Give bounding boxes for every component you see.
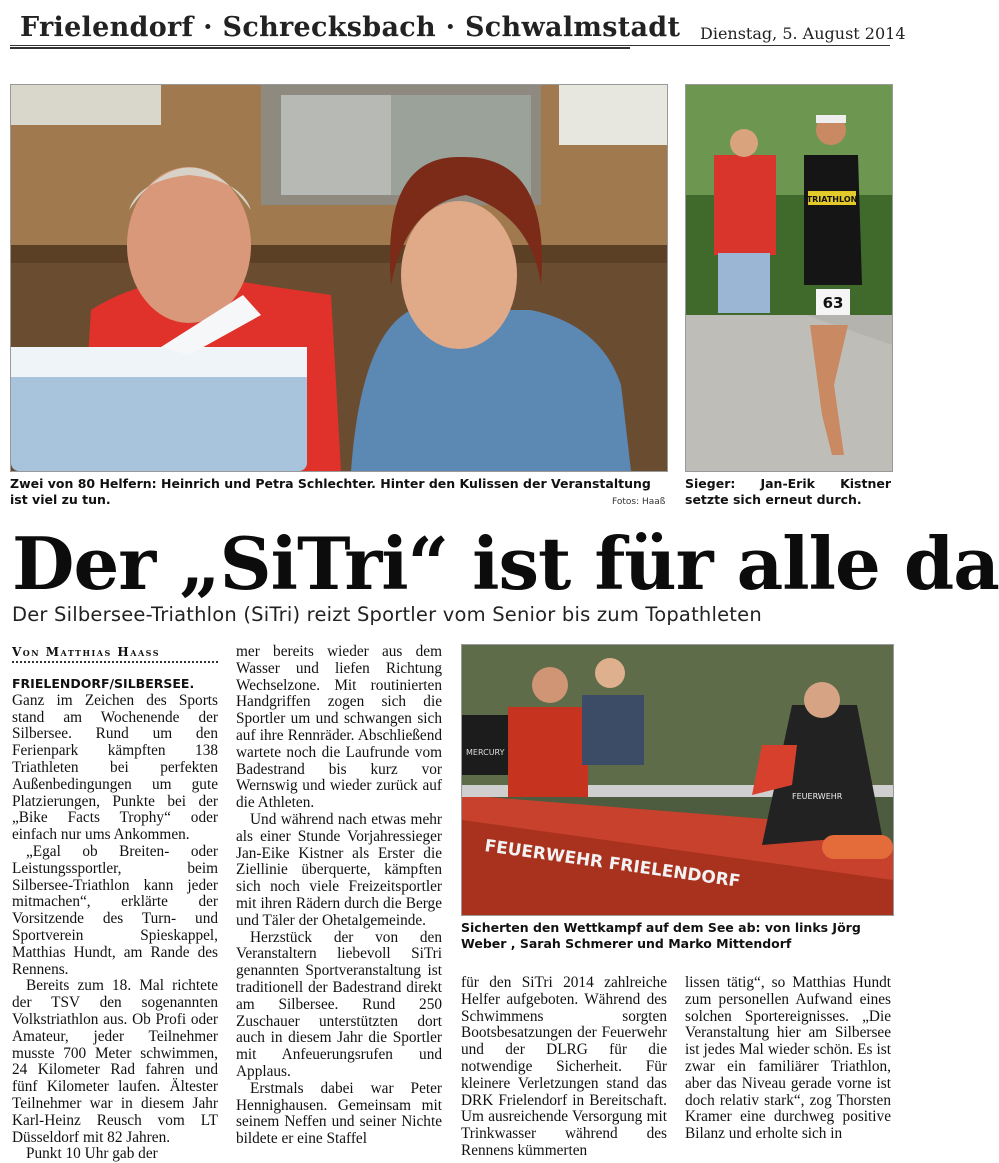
photo-helpers <box>10 84 668 472</box>
article-paragraph: für den SiTri 2014 zahlreiche Helfer aufgeboten. Während des Schwimmens sorgten Bootsbesatzungen der Feuerwehr und der DLRG für die notwendige Sicherheit. Für kleinere Verletzungen stand das DRK Frielendorf in Bereitschaft. Um ausreichende Versorgung mit Trinkwasser während des Rennens kümmerten <box>461 974 667 1159</box>
article-paragraph: Bereits zum 18. Mal richtete der TSV den sogenannten Volkstriathlon aus. Ob Profi oder Amateur, jeder Teilnehmer musste 700 Meter schwimmen, 24 Kilometer Rad fahren und fünf Kilometer laufen. Ältester Teilnehmer war in diesem Jahr Karl-Heinz Reusch vom LT Düsseldorf mit 82 Jahren. <box>12 977 218 1146</box>
engine-lettering: MERCURY <box>466 748 505 757</box>
article-column-1 <box>12 676 218 1163</box>
issue-date: Dienstag, 5. August 2014 <box>700 24 906 43</box>
article-paragraph: Punkt 10 Uhr gab der <box>26 1145 158 1163</box>
photo-helpers-image <box>11 85 667 471</box>
article-column-3 <box>461 974 667 1159</box>
article-headline: Der „SiTri“ ist für alle da <box>12 521 999 606</box>
photo-boat-image <box>462 645 893 915</box>
runner-jersey-text: TRIATHLON <box>806 195 858 204</box>
photo-helpers-caption: Zwei von 80 Helfern: Heinrich und Petra Schlechter. Hinter den Kulissen der Veranstaltung ist viel zu tun. <box>10 476 651 507</box>
article-paragraph <box>12 676 218 844</box>
photo-boat <box>461 644 894 916</box>
header-underline <box>10 47 630 49</box>
photo-runner-caption: Sieger: Jan-Erik Kistner setzte sich erneut durch. <box>685 476 891 507</box>
article-paragraph: Und während nach etwas mehr als einer Stunde Vorjahressieger Jan-Eike Kistner als Erster die Ziellinie überquerte, kämpften sich noch viele Freizeitsportler mit ihren Rädern durch die Berge und Täler der Ohetalgemeinde. <box>236 810 442 929</box>
header-rule <box>10 45 890 46</box>
photo-boat-caption: Sicherten den Wettkampf auf dem See ab: von links Jörg Weber , Sarah Schmerer und Marko Mittendorf <box>461 920 861 951</box>
suit-lettering: FEUERWEHR <box>792 792 843 801</box>
article-paragraph: Herzstück der von den Veranstaltern liebevoll SiTri genannten Sportveranstaltung ist traditionell der Badestrand direkt am Silbersee. Rund 250 Zuschauer unterstützten dort auch in diesem Jahr die Sportler mit Anfeuerungsrufen und Applaus. <box>236 928 442 1080</box>
article-paragraph: lissen tätig“, so Matthias Hundt zum personellen Aufwand eines solchen Sportereignisses. „Die Veranstaltung hier am Silbersee ist jedes Mal wieder schön. Es ist zwar ein familiärer Triathlon, aber das Niveau gerade vorne ist doch relativ stark“, zog Thorsten Kramer eine durchweg positive Bilanz und erholte sich in <box>685 974 891 1143</box>
photo-credit: Fotos: Haaß <box>612 497 666 507</box>
article-column-4 <box>685 975 891 1146</box>
article-lead-text: Ganz im Zeichen des Sports stand am Wochenende der Silbersee. Rund um den Ferienpark kämpften 138 Triathleten bei perfekten Außenbedingungen um gute Platzierungen, Punkte bei der „Bike Facts Trophy“ oder einfach nur ums Ankommen. <box>12 691 218 844</box>
article-dateline: FRIELENDORF/SILBERSEE. <box>12 676 195 691</box>
article-byline: Von Matthias Haass <box>12 645 218 663</box>
article-subhead: Der Silbersee-Triathlon (SiTri) reizt Sportler vom Senior bis zum Topathleten <box>12 603 762 626</box>
photo-runner-image <box>686 85 892 471</box>
article-paragraph: „Egal ob Breiten- oder Leistungssportler, beim Silbersee-Triathlon kann jeder mitmachen“, erklärte der Vorsitzende des Turn- und Sportverein Spieskappel, Matthias Hundt, am Rande des Rennens. <box>12 842 218 978</box>
boat-hull-lettering: FEUERWEHR FRIELENDORF <box>483 836 742 892</box>
photo-runner <box>685 84 893 472</box>
section-header: Frielendorf · Schrecksbach · Schwalmstadt <box>20 12 681 43</box>
runner-bib-number: 63 <box>822 294 844 312</box>
article-paragraph: Erstmals dabei war Peter Hennighausen. Gemeinsam mit seinem Neffen und seiner Nichte bildete er eine Staffel <box>236 1079 442 1148</box>
article-column-2 <box>236 644 442 1146</box>
article-paragraph: mer bereits wieder aus dem Wasser und liefen Richtung Wechselzone. Mit routinierten Handgriffen zogen sich die Sportler um und schwangen sich auf ihre Rennräder. Abschließend wartete noch die Laufrunde vom Badestrand bis kurz vor Wernswig und wieder zurück auf die Athleten. <box>236 643 442 812</box>
